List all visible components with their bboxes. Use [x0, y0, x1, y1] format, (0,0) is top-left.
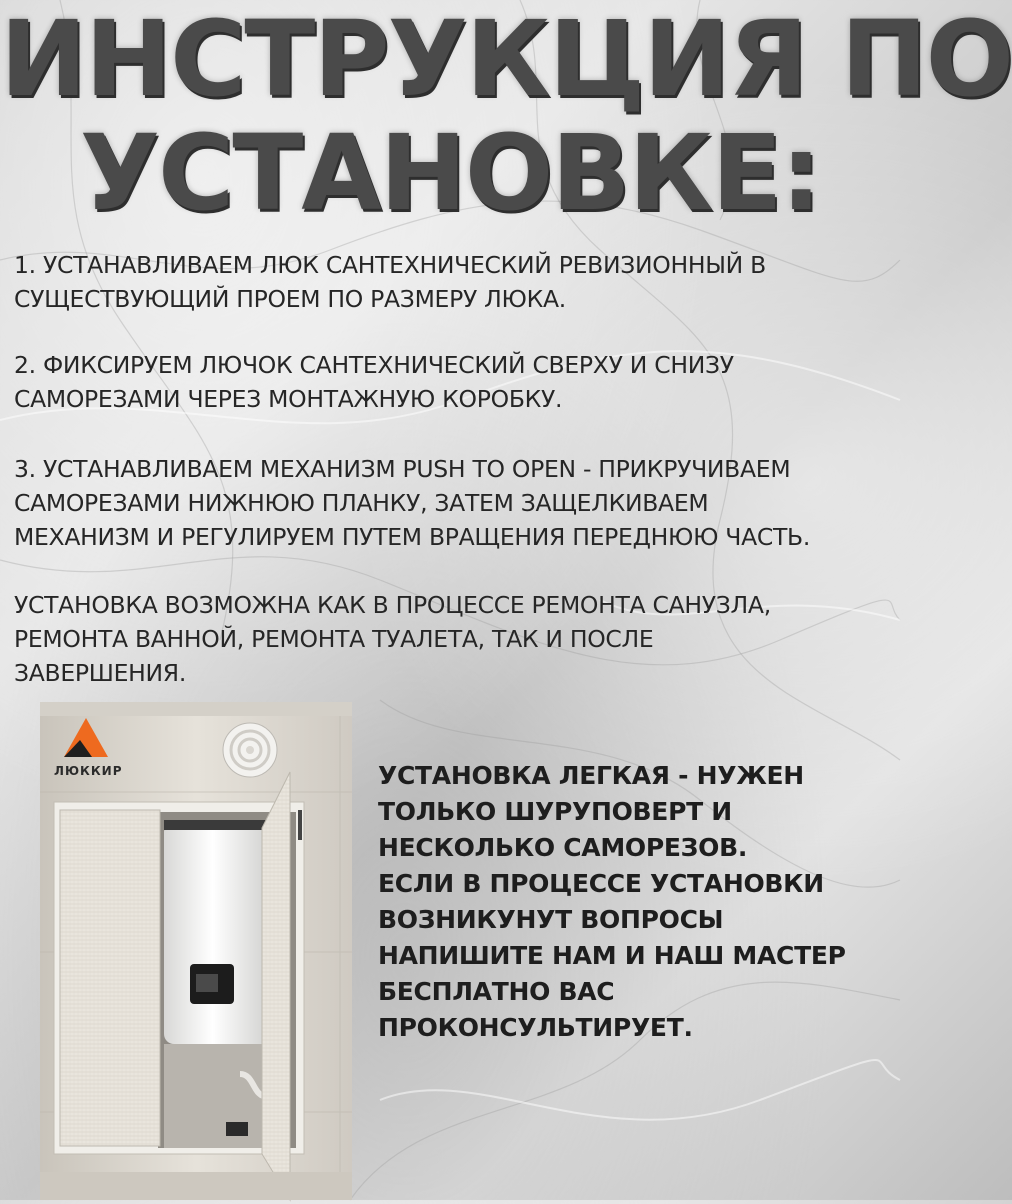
vent-icon: [223, 723, 277, 777]
tip-line: ЕСЛИ В ПРОЦЕССЕ УСТАНОВКИ: [378, 869, 824, 898]
page-title-line1: ИНСТРУКЦИЯ ПО: [0, 0, 1012, 120]
installation-note: [14, 588, 894, 690]
tip-line: НАПИШИТЕ НАМ И НАШ МАСТЕР: [378, 941, 846, 970]
tip-line: УСТАНОВКА ЛЕГКАЯ - НУЖЕН: [378, 761, 804, 790]
note-line: УСТАНОВКА ВОЗМОЖНА КАК В ПРОЦЕССЕ РЕМОНТА САНУЗЛА,: [14, 591, 771, 619]
tip-line: ТОЛЬКО ШУРУПОВЕРТ И: [378, 797, 732, 826]
step-1: [14, 248, 894, 316]
installation-photo: [40, 702, 352, 1200]
tip-line: ВОЗНИКУНУТ ВОПРОСЫ: [378, 905, 724, 934]
step-1-line: 1. УСТАНАВЛИВАЕМ ЛЮК САНТЕХНИЧЕСКИЙ РЕВИЗИОННЫЙ В: [14, 251, 766, 279]
step-3-line: 3. УСТАНАВЛИВАЕМ МЕХАНИЗМ PUSH TO OPEN - ПРИКРУЧИВАЕМ: [14, 455, 791, 483]
note-line: ЗАВЕРШЕНИЯ.: [14, 659, 187, 687]
step-2-line: САМОРЕЗАМИ ЧЕРЕЗ МОНТАЖНУЮ КОРОБКУ.: [14, 385, 563, 413]
step-1-line: СУЩЕСТВУЮЩИЙ ПРОЕМ ПО РАЗМЕРУ ЛЮКА.: [14, 285, 566, 313]
installation-tip: [378, 758, 846, 1046]
note-line: РЕМОНТА ВАННОЙ, РЕМОНТА ТУАЛЕТА, ТАК И ПОСЛЕ: [14, 625, 654, 653]
tip-line: БЕСПЛАТНО ВАС: [378, 977, 615, 1006]
step-3: [14, 452, 894, 554]
step-2-line: 2. ФИКСИРУЕМ ЛЮЧОК САНТЕХНИЧЕСКИЙ СВЕРХУ И СНИЗУ: [14, 351, 734, 379]
step-3-line: САМОРЕЗАМИ НИЖНЮЮ ПЛАНКУ, ЗАТЕМ ЗАЩЕЛКИВАЕМ: [14, 489, 709, 517]
page-title-line2: УСТАНОВКЕ:: [79, 112, 821, 234]
step-3-line: МЕХАНИЗМ И РЕГУЛИРУЕМ ПУТЕМ ВРАЩЕНИЯ ПЕРЕДНЮЮ ЧАСТЬ.: [14, 523, 811, 551]
brand-logo-text: ЛЮККИР: [54, 764, 123, 778]
step-2: [14, 348, 894, 416]
tip-line: НЕСКОЛЬКО САМОРЕЗОВ.: [378, 833, 748, 862]
tip-line: ПРОКОНСУЛЬТИРУЕТ.: [378, 1013, 693, 1042]
